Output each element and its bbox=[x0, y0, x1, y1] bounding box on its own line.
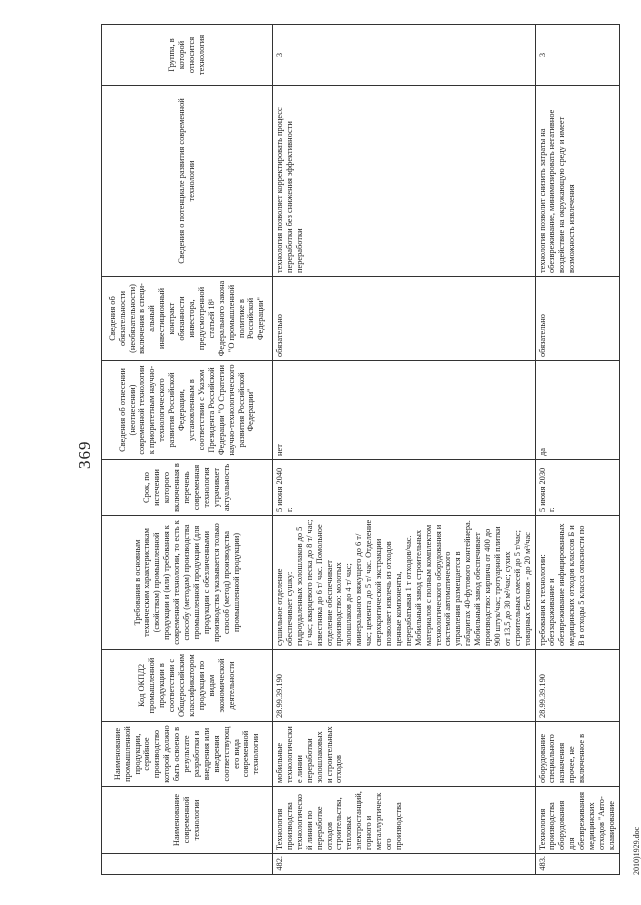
potential: технология позволяет корректировать процесс переработки без снижения эффективности переработки bbox=[273, 86, 536, 277]
group: 3 bbox=[535, 25, 619, 86]
requirements: сушильное отделение обеспечивает сушку: гидроудаленных золошлаков до 5 т/ час; кварцевого песка до 8 т/ час; известняка до 6 т/ час. Помольное отделение обеспечивает производство: молотых золошлаков до 4 т/ час; минерального вяжущего до 6 т/ час; цемента до 5 т/ час. Отделение сверхкритической экстракции позволяет извлечь из отходов ценные компоненты, перерабатывая 1 т отходов/час. Мобильный завод строительных материалов с полным комплектом технологического оборудования и системой автоматического управления размещается в габаритах 40-футового контейнера. Мобильный завод обеспечивает производство: кирпича от 400 до 900 штук/час; тротуарной плитки от 13,5 до 30 м²/час; сухих строительных смесей до 5 т/час; товарных бетонов - до 20 м³/час bbox=[273, 516, 536, 650]
group: 3 bbox=[273, 25, 536, 86]
term: 5 июня 2040 г. bbox=[273, 460, 536, 516]
priority: нет bbox=[273, 361, 536, 460]
column-header-priority: Сведения об отнесении (неотнесении) современной технологии к приоритетным научно-технологического развития Российской Федерации, установленным в соответствии с Указом Президента Российской Федерации "О Стратегии научно-технологического развития Российской Федерации" bbox=[102, 361, 273, 460]
column-header-technology: Наименование современной технологии bbox=[102, 787, 273, 854]
column-header-okpd: Код ОКПД2 промышленной продукции в соответствии с Общероссийским классификатором продукции по видам экономической деятельности bbox=[102, 650, 273, 722]
table-header-row bbox=[102, 25, 273, 875]
page-number: 369 bbox=[75, 440, 94, 469]
technology-name: Технология производства оборудования для обезвреживания медицинских отходов "Авто-клавирование bbox=[535, 787, 619, 854]
table-row bbox=[535, 25, 619, 875]
product-name: мобильные технологические линии переработки золошлаковых и строительных отходов bbox=[273, 722, 536, 787]
potential: технология позволит снизить затраты на обезвреживание, минимизировать негативное воздействие на окружающую среду и имеет возможность извлечения bbox=[535, 86, 619, 277]
term: 5 июня 2030 г. bbox=[535, 460, 619, 516]
technology-table bbox=[101, 24, 620, 875]
column-header-number bbox=[102, 854, 273, 875]
table-row bbox=[273, 25, 536, 875]
requirements: требования к технологии: обеззараживание и обезвреживание инфицированных медицинских отходов классов Б и В в отходы 5 класса опасности по bbox=[535, 516, 619, 650]
row-number: 482. bbox=[273, 854, 536, 875]
column-header-group: Группа, в которой относится технология bbox=[102, 25, 273, 86]
priority: да bbox=[535, 361, 619, 460]
product-name: оборудование специального назначения прочее, не включенное в bbox=[535, 722, 619, 787]
okpd-code: 28.99.39.190 bbox=[535, 650, 619, 722]
row-number: 483. bbox=[535, 854, 619, 875]
footer-filename: 2010)1929.doc bbox=[632, 826, 641, 875]
column-header-potential: Сведения о потенциале развития современной технологии bbox=[102, 86, 273, 277]
okpd-code: 28.99.39.190 bbox=[273, 650, 536, 722]
obligation: обязательно bbox=[273, 277, 536, 361]
column-header-product: Наименование промышленной продукции, серийное производство которой должно быть освоено в результате разработки и внедрения или внедрения соответствующего вида современной технологии bbox=[102, 722, 273, 787]
column-header-obligation: Сведения об обязательности (необязательности) включения в специ-альный инвестиционный контракт обязанности инвестора, предусмотренной статьей 18¹ Федерального закона "О промышленной политике в Российской Федерации" bbox=[102, 277, 273, 361]
column-header-term: Срок, по истечении которого включенная в перечень современная технология утрачивает актуальность bbox=[102, 460, 273, 516]
column-header-requirements: Требования в основным техническим характеристикам (свойствам) промышленной продукции и (или) требования к современной технологии, то есть к способу (методам) производства промышленной продукции (для продукции с обезличенными производства указывается только способ (метод) производства промышленной продукции) bbox=[102, 516, 273, 650]
obligation: обязательно bbox=[535, 277, 619, 361]
technology-name: Технология производства технологической линии по переработке отходов строительства, тепловых электростанций, горного и металлургического производства bbox=[273, 787, 536, 854]
